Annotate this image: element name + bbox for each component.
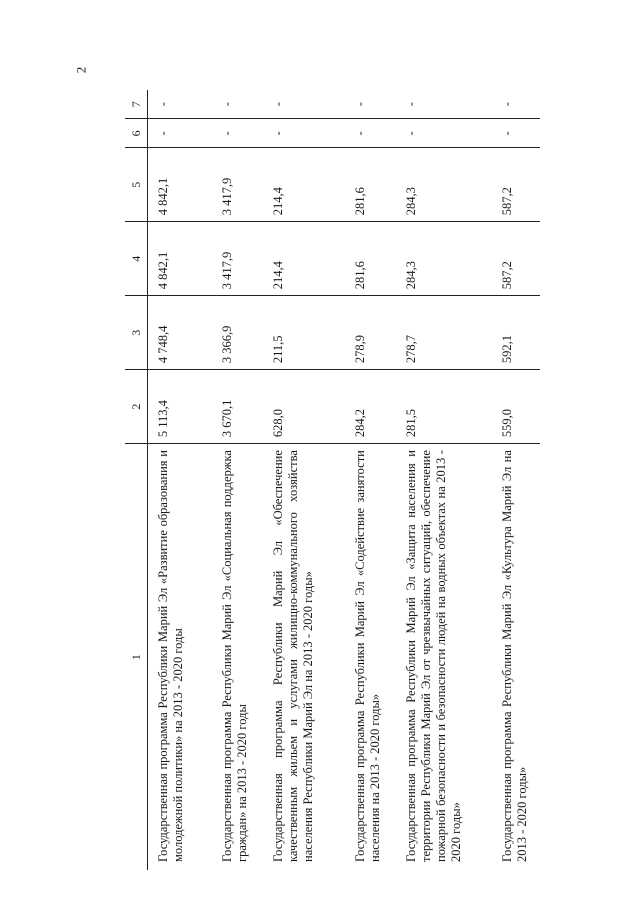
value-cell: - <box>148 90 213 119</box>
table-row <box>212 90 263 870</box>
value-cell: 284,3 <box>396 148 492 222</box>
value-cell: - <box>148 119 213 148</box>
value-cell: - <box>212 90 263 119</box>
program-name-cell: Государственная программа Республики Марий Эл «Социальная поддержка граждан» на 2013 - 2020 годы <box>220 450 249 862</box>
value-cell: 5 113,4 <box>148 370 213 444</box>
value-cell: 3 366,9 <box>212 296 263 370</box>
header-cell: 5 <box>125 148 148 222</box>
value-cell: 4 842,1 <box>148 222 213 296</box>
page-number: 2 <box>73 66 89 74</box>
value-cell: - <box>396 119 492 148</box>
value-cell: 3 417,9 <box>212 222 263 296</box>
value-cell: 281,6 <box>345 222 396 296</box>
program-name-cell: Государственная программа Республики Марий Эл «Защита населения и территории Республики Марий Эл от чрезвычайных ситуаций, обеспечение пожарной безопасности и безопасности людей на водных объектах на 2013 - 2020 годы» <box>404 450 463 862</box>
value-cell: - <box>345 90 396 119</box>
program-name-cell: Государственная программа Республики Марий Эл «Культура Марий Эл на 2013 - 2020 годы» <box>500 450 529 862</box>
value-cell: 281,6 <box>345 148 396 222</box>
header-cell: 1 <box>125 444 148 870</box>
budget-table <box>125 90 540 870</box>
value-cell: 284,2 <box>345 370 396 444</box>
table-header-row <box>125 90 148 870</box>
value-cell: 3 417,9 <box>212 148 263 222</box>
value-cell: 4 748,4 <box>148 296 213 370</box>
rotated-table-container <box>125 90 529 870</box>
value-cell: 214,4 <box>263 222 345 296</box>
value-cell: - <box>263 119 345 148</box>
value-cell: 278,7 <box>396 296 492 370</box>
header-cell: 4 <box>125 222 148 296</box>
value-cell: 628,0 <box>263 370 345 444</box>
header-cell: 3 <box>125 296 148 370</box>
header-cell: 7 <box>125 90 148 119</box>
value-cell: 4 842,1 <box>148 148 213 222</box>
value-cell: 211,5 <box>263 296 345 370</box>
table-row <box>263 90 345 870</box>
value-cell: - <box>396 90 492 119</box>
program-name-cell: Государственная программа Республики Марий Эл «Обеспечение качественным жильем и услугами жилищно-коммунального хозяйства населения Республики Марий Эл на 2013 - 2020 годы» <box>271 450 315 862</box>
value-cell: 281,5 <box>396 370 492 444</box>
value-cell: 587,2 <box>492 222 540 296</box>
value-cell: 592,1 <box>492 296 540 370</box>
value-cell: 278,9 <box>345 296 396 370</box>
value-cell: 3 670,1 <box>212 370 263 444</box>
value-cell: - <box>492 119 540 148</box>
program-name-cell: Государственная программа Республики Марий Эл «Развитие образования и молодежной политики» на 2013 - 2020 годы <box>156 450 185 862</box>
table-row <box>345 90 396 870</box>
table-row <box>148 90 213 870</box>
value-cell: 559,0 <box>492 370 540 444</box>
program-name-cell: Государственная программа Республики Марий Эл «Содействие занятости населения на 2013 - 2020 годы» <box>353 450 382 862</box>
value-cell: 587,2 <box>492 148 540 222</box>
header-cell: 6 <box>125 119 148 148</box>
value-cell: - <box>212 119 263 148</box>
table-row <box>396 90 492 870</box>
value-cell: - <box>345 119 396 148</box>
header-cell: 2 <box>125 370 148 444</box>
value-cell: 284,3 <box>396 222 492 296</box>
value-cell: 214,4 <box>263 148 345 222</box>
value-cell: - <box>492 90 540 119</box>
table-row <box>492 90 540 870</box>
value-cell: - <box>263 90 345 119</box>
